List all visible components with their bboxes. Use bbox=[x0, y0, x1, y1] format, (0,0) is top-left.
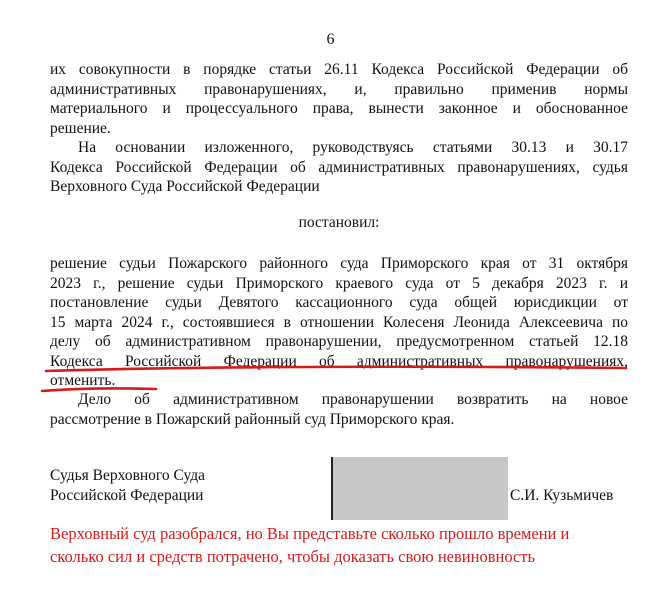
text-line: 15 марта 2024 г., состоявшиеся в отношении Колесеня Леонида Алексеевича по bbox=[50, 313, 628, 331]
redacted-signature bbox=[331, 457, 508, 520]
text-line: отменить. bbox=[50, 372, 116, 389]
comment-line: сколько сил и средств потрачено, чтобы доказать свою невиновность bbox=[50, 547, 536, 566]
comment-line: Верховный суд разобрался, но Вы представьте сколько прошло времени и bbox=[50, 524, 570, 543]
text-line: административных правонарушениях, и, правильно применив нормы bbox=[50, 80, 628, 98]
text-line: Кодекса Российской Федерации об административных правонарушениях, судья bbox=[50, 158, 628, 176]
signature-name: С.И. Кузьмичев bbox=[510, 487, 614, 504]
annotation-comment bbox=[50, 522, 650, 568]
signature-title-line2: Российской Федерации bbox=[50, 487, 204, 504]
text-line: постановление судьи Девятого кассационного суда общей юрисдикции от bbox=[50, 294, 628, 311]
text-line: делу об административном правонарушении, предусмотренном статьей 12.18 bbox=[50, 333, 628, 350]
text-line: Кодекса Российской Федерации об административных правонарушениях, bbox=[50, 352, 628, 370]
page-number: 6 bbox=[326, 31, 335, 48]
text-line: их совокупности в порядке статьи 26.11 Кодекса Российской Федерации об bbox=[50, 61, 628, 78]
decree-title: постановил: bbox=[298, 214, 380, 231]
text-line: решение. bbox=[50, 119, 111, 137]
text-line: На основании изложенного, руководствуясь статьями 30.13 и 30.17 bbox=[78, 139, 628, 156]
return-paragraph bbox=[50, 390, 628, 429]
grounds-paragraph bbox=[50, 138, 628, 197]
signature-title-line1: Судья Верховного Суда bbox=[50, 467, 206, 484]
text-line: Дело об административном правонарушении возвратить на новое bbox=[78, 391, 628, 408]
text-line: рассмотрение в Пожарский районный суд Приморского края. bbox=[50, 410, 455, 428]
text-line: 2023 г., решение судьи Приморского краевого суда от 5 декабря 2023 г. и bbox=[50, 274, 628, 292]
text-line: материального и процессуального права, вынести законное и обоснованное bbox=[50, 100, 628, 117]
decision-paragraph bbox=[50, 254, 628, 391]
text-line: решение судьи Пожарского районного суда Приморского края от 31 октября bbox=[50, 255, 628, 272]
text-line: Верховного Суда Российской Федерации bbox=[50, 178, 320, 195]
intro-paragraph bbox=[50, 60, 628, 138]
